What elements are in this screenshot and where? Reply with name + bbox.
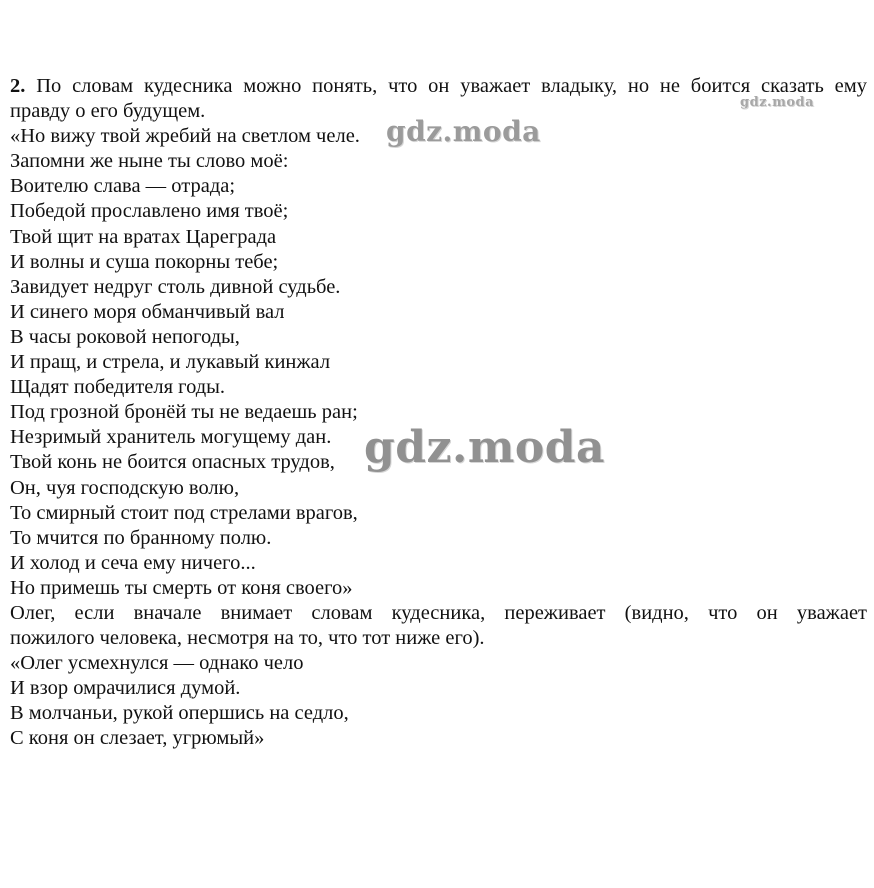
quote-line: Завидует недруг столь дивной судьбе.: [10, 275, 341, 298]
watermark-small: gdz.moda: [740, 95, 815, 110]
answer-intro-text-1: По словам кудесника можно понять, что он уважает владыку, но не боится сказать ему: [36, 75, 867, 97]
quote-line: Запомни же ныне ты слово моё:: [10, 150, 289, 173]
answer-text: [10, 74, 867, 752]
quote-line: Твой конь не боится опасных трудов,: [10, 451, 335, 474]
quote-line: Победой прославлено имя твоё;: [10, 200, 289, 223]
watermark-medium: gdz.moda: [386, 115, 541, 148]
commentary-line-2: пожилого человека, несмотря на то, что тот ниже его).: [10, 627, 485, 650]
quote-line: И взор омрачилися думой.: [10, 677, 241, 700]
quote-line: Но примешь ты смерть от коня своего»: [10, 576, 353, 599]
quote-line: «Олег усмехнулся — однако чело: [10, 652, 304, 675]
quote-line: И пращ, и стрела, и лукавый кинжал: [10, 351, 331, 374]
quote-line: И волны и суша покорны тебе;: [10, 250, 279, 273]
watermark-large: gdz.moda: [364, 422, 606, 473]
quote-line: С коня он слезает, угрюмый»: [10, 727, 265, 750]
quote-line: Твой щит на вратах Цареграда: [10, 225, 277, 248]
quote-line: И холод и сеча ему ничего...: [10, 551, 256, 574]
quote-line: Под грозной бронёй ты не ведаешь ран;: [10, 401, 358, 424]
answer-number: 2.: [10, 75, 26, 97]
quote-line: Воителю слава — отрада;: [10, 175, 236, 198]
quote-line: То мчится по бранному полю.: [10, 526, 272, 549]
quote-line: То смирный стоит под стрелами врагов,: [10, 501, 358, 524]
answer-intro-line-1: [10, 74, 867, 99]
quote-line: И синего моря обманчивый вал: [10, 300, 285, 323]
quote-line: Щадят победителя годы.: [10, 376, 226, 399]
quote-line: Он, чуя господскую волю,: [10, 476, 240, 499]
answer-intro-line-2: правду о его будущем.: [10, 100, 206, 123]
quote-line: Незримый хранитель могущему дан.: [10, 426, 332, 449]
commentary-line-1: Олег, если вначале внимает словам кудесника, переживает (видно, что он уважает: [10, 601, 867, 624]
quote-line: В молчаньи, рукой опершись на седло,: [10, 702, 349, 725]
quote-line: В часы роковой непогоды,: [10, 325, 240, 348]
quote-line: «Но вижу твой жребий на светлом челе.: [10, 125, 360, 148]
